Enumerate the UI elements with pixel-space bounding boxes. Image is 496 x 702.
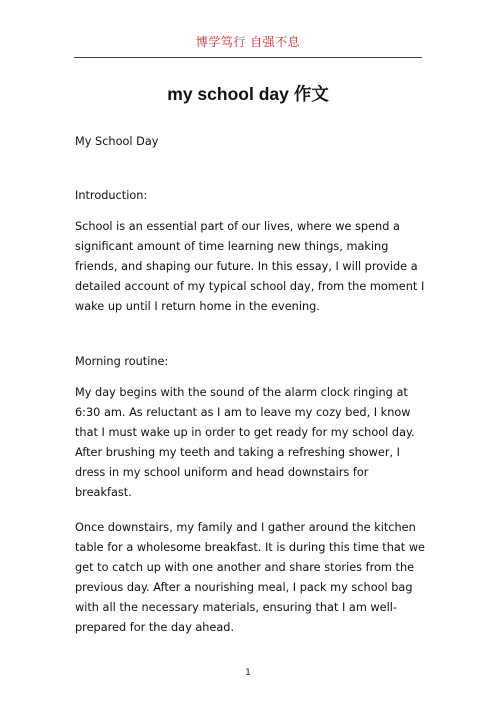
morning-heading: Morning routine: <box>75 355 169 368</box>
page-number: 1 <box>245 668 251 678</box>
intro-paragraph: School is an essential part of our lives, where we spend a significant amount of time learning new things, making friends, and shaping our future. In this essay, I will provide a detailed account of my typical school day, from the moment I wake up until I return home in the evening. <box>75 220 425 313</box>
header-motto: 博学笃行 自强不息 <box>195 35 301 49</box>
header-divider <box>74 57 422 58</box>
document-subtitle: My School Day <box>75 135 159 148</box>
breakfast-paragraph: Once downstairs, my family and I gather around the kitchen table for a wholesome breakfast. It is during this time that we get to catch up with one another and share stories from the previous day. After a nourishing meal, I pack my school bag with all the necessary materials, ensuring that I am well-prepared for the day ahead. <box>75 521 426 634</box>
intro-heading: Introduction: <box>75 189 148 202</box>
document-title: my school day 作文 <box>167 84 329 104</box>
morning-paragraph: My day begins with the sound of the alarm clock ringing at 6:30 am. As reluctant as I am to leave my cozy bed, I know that I must wake up in order to get ready for my school day. After brushing my teeth and taking a refreshing shower, I dress in my school uniform and head downstairs for breakfast. <box>75 386 415 499</box>
